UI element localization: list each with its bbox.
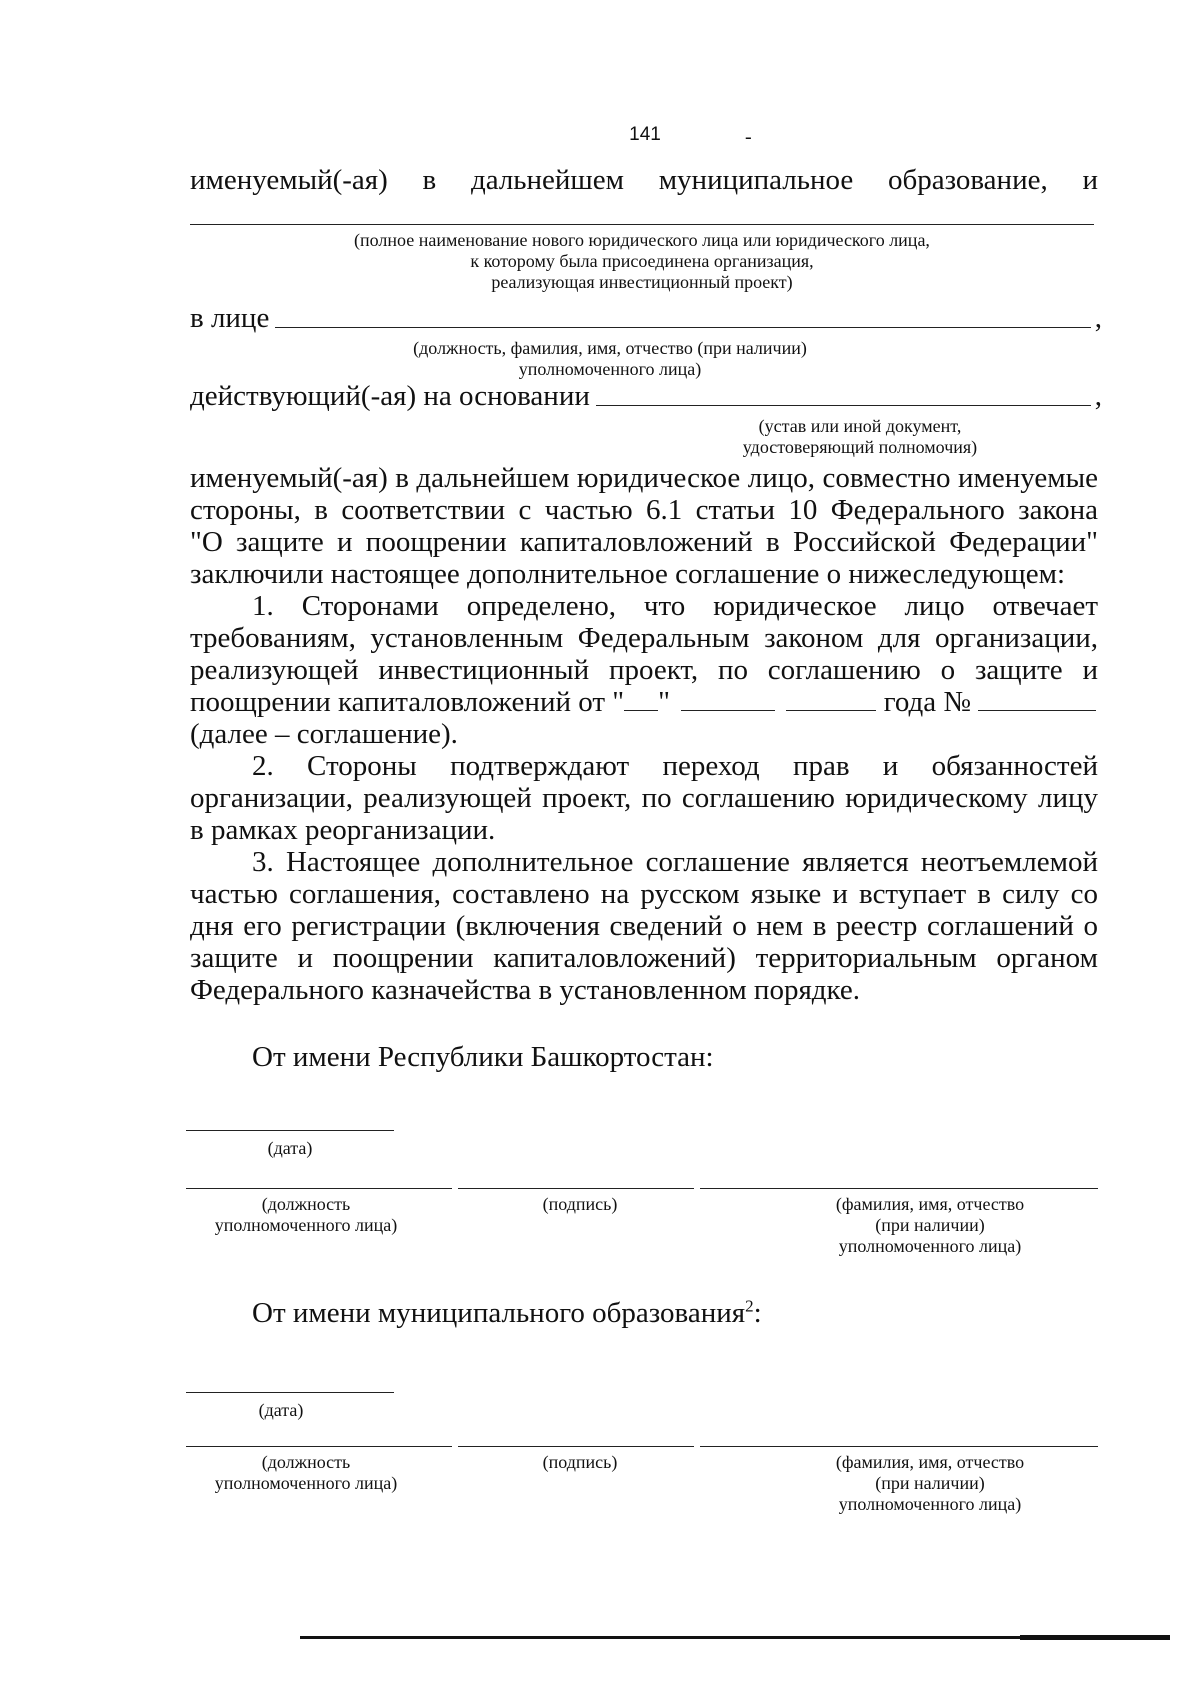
- position-field[interactable]: [186, 1188, 452, 1189]
- intro-word: в: [422, 164, 437, 196]
- intro-word: именуемый(-ая): [190, 164, 388, 196]
- caption-line: (должность: [261, 1452, 351, 1472]
- preamble-line: "О защите и поощрении капиталовложений в Российской Федерации": [190, 526, 1098, 558]
- in-person-label: в лице: [190, 302, 270, 334]
- caption-line: уполномоченного лица): [838, 1236, 1022, 1256]
- clause-line: требованиям, установленным Федеральным законом для организации,: [190, 622, 1098, 654]
- clause-2: [190, 750, 1098, 846]
- clause-line: 3. Настоящее дополнительное соглашение является неотъемлемой: [252, 846, 1098, 878]
- intro-word: муниципальное: [658, 164, 854, 196]
- full-name-field[interactable]: [700, 1188, 1098, 1189]
- intro-word: и: [1082, 164, 1098, 196]
- caption-line: (должность, фамилия, имя, отчество (при наличии): [413, 338, 807, 358]
- day-field[interactable]: [624, 686, 658, 711]
- signature-heading-republic: От имени Республики Башкортостан:: [252, 1041, 714, 1073]
- signature-caption: (подпись): [542, 1452, 618, 1472]
- entity-name-caption: [190, 230, 1094, 293]
- clause-line: частью соглашения, составлено на русском языке и вступает в силу со: [190, 878, 1098, 910]
- clause-line-date: [190, 686, 1098, 718]
- signature-caption: (подпись): [542, 1194, 618, 1214]
- basis-line: [190, 380, 1102, 412]
- position-field[interactable]: [186, 1446, 452, 1447]
- caption-line: (фамилия, имя, отчество: [835, 1452, 1025, 1472]
- year-label: года №: [883, 686, 972, 718]
- preamble-line: стороны, в соответствии с частью 6.1 статьи 10 Федерального закона: [190, 494, 1098, 526]
- caption-line: к которому была присоединена организация,: [470, 251, 814, 271]
- clause-line: в рамках реорганизации.: [190, 814, 496, 846]
- entity-name-field[interactable]: [190, 224, 1094, 225]
- number-field[interactable]: [978, 686, 1096, 711]
- month-field[interactable]: [681, 686, 775, 711]
- preamble-line: именуемый(-ая) в дальнейшем юридическое лицо, совместно именуемые: [190, 462, 1098, 494]
- acting-basis-label: действующий(-ая) на основании: [190, 380, 590, 412]
- basis-caption: [690, 416, 1030, 458]
- date-field[interactable]: [186, 1130, 394, 1131]
- clause-line: 1. Сторонами определено, что юридическое лицо отвечает: [252, 590, 1098, 622]
- caption-line: уполномоченного лица): [518, 359, 702, 379]
- quote-close: ": [658, 686, 670, 718]
- clause-line: дня его регистрации (включения сведений о нем в реестр соглашений о: [190, 910, 1098, 942]
- heading-suffix: :: [753, 1297, 762, 1329]
- comma: ,: [1094, 380, 1102, 412]
- year-field[interactable]: [786, 686, 876, 711]
- representative-caption: [300, 338, 920, 380]
- date-field[interactable]: [186, 1392, 394, 1393]
- clause-line: реализующей инвестиционный проект, по соглашению о защите и: [190, 654, 1098, 686]
- full-name-field[interactable]: [700, 1446, 1098, 1447]
- caption-line: (при наличии): [875, 1215, 985, 1235]
- footer-rule-thick: [1020, 1635, 1170, 1640]
- caption-line: уполномоченного лица): [214, 1215, 398, 1235]
- caption-line: реализующая инвестиционный проект): [491, 272, 793, 292]
- caption-line: (устав или иной документ,: [758, 416, 962, 436]
- clause-1: [190, 590, 1098, 750]
- name-caption: [790, 1194, 1070, 1257]
- comma: ,: [1094, 302, 1102, 334]
- clause-line: (далее – соглашение).: [190, 718, 458, 750]
- caption-line: (при наличии): [875, 1473, 985, 1493]
- representative-field[interactable]: [275, 327, 1090, 328]
- clause-line: организации, реализующей проект, по соглашению юридическому лицу: [190, 782, 1098, 814]
- caption-line: удостоверяющий полномочия): [742, 437, 978, 457]
- signature-field[interactable]: [458, 1188, 694, 1189]
- footnote-marker: 2: [745, 1296, 754, 1316]
- signature-heading-municipality: [252, 1296, 762, 1330]
- caption-line: (фамилия, имя, отчество: [835, 1194, 1025, 1214]
- date-prefix: поощрении капиталовложений от ": [190, 686, 625, 718]
- basis-field[interactable]: [596, 405, 1091, 406]
- caption-line: (должность: [261, 1194, 351, 1214]
- page-number: 141: [629, 124, 661, 145]
- scan-speck: -: [745, 126, 752, 148]
- clause-line: защите и поощрении капиталовложений) территориальным органом: [190, 942, 1098, 974]
- representative-line: [190, 302, 1102, 334]
- caption-line: уполномоченного лица): [214, 1473, 398, 1493]
- intro-word: дальнейшем: [470, 164, 624, 196]
- date-caption: (дата): [267, 1138, 313, 1158]
- clause-line: 2. Стороны подтверждают переход прав и обязанностей: [252, 750, 1098, 782]
- signature-field[interactable]: [458, 1446, 694, 1447]
- caption-line: (полное наименование нового юридического лица или юридического лица,: [354, 230, 930, 250]
- intro-word: образование,: [887, 164, 1048, 196]
- caption-line: уполномоченного лица): [838, 1494, 1022, 1514]
- heading-text: От имени муниципального образования: [252, 1297, 746, 1329]
- clause-line: Федерального казначейства в установленном порядке.: [190, 974, 861, 1006]
- preamble: [190, 462, 1098, 590]
- position-caption: [186, 1452, 426, 1494]
- clause-3: [190, 846, 1098, 1006]
- preamble-line: заключили настоящее дополнительное соглашение о нижеследующем:: [190, 558, 1065, 590]
- intro-line: [190, 164, 1098, 196]
- position-caption: [186, 1194, 426, 1236]
- name-caption: [790, 1452, 1070, 1515]
- date-caption: (дата): [258, 1400, 304, 1420]
